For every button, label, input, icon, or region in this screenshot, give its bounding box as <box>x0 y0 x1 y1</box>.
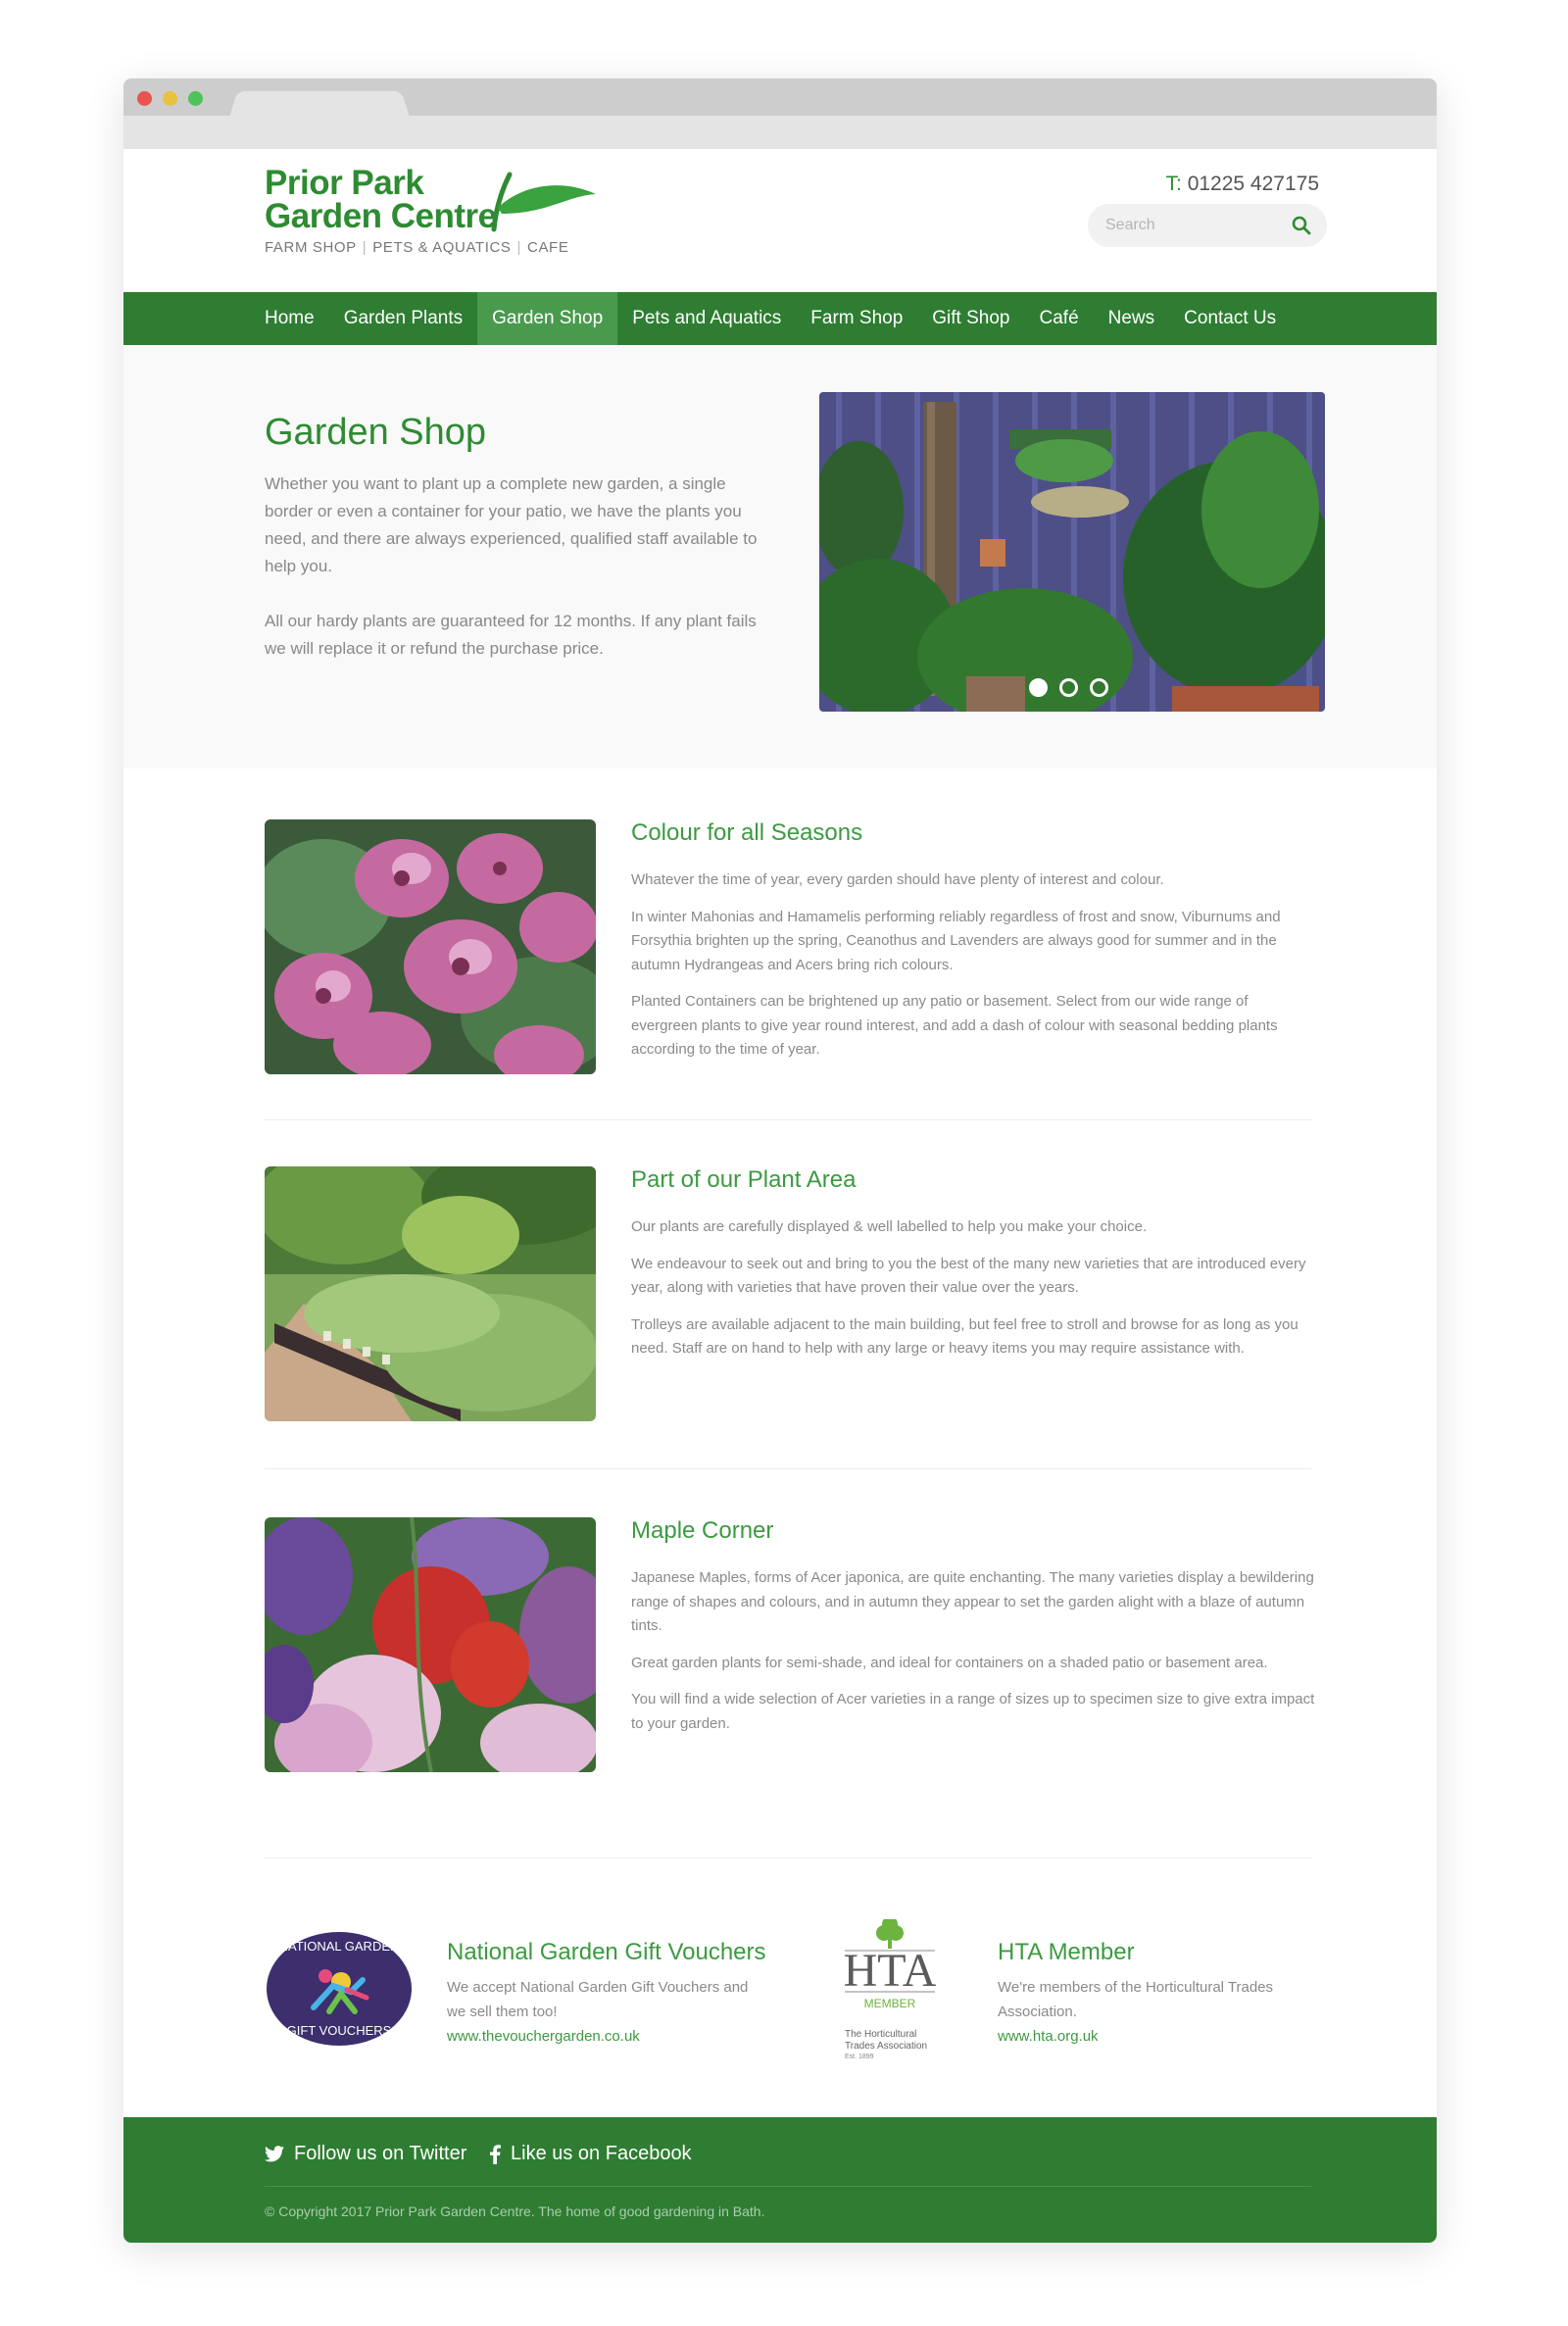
facebook-icon <box>490 2145 501 2164</box>
search-icon[interactable] <box>1292 216 1311 235</box>
close-window-dot[interactable] <box>137 91 152 106</box>
browser-chrome <box>123 78 1437 149</box>
feature-text: Japanese Maples, forms of Acer japonica, are quite enchanting. The many varieties display a bewildering range of shapes and colours, and in autumn they appear to set the garden alight with a blaze of autumn tints. Great garden plants for semi-shade, and ideal for containers on a shaded patio or basement area. You will find a wide selection of Acer varieties in a range of sizes up to specimen size to give extra impact to your garden. <box>631 1569 1315 1732</box>
logo-line-2: Garden Centre <box>265 197 497 235</box>
svg-text:GIFT VOUCHERS: GIFT VOUCHERS <box>286 2023 392 2038</box>
nav-home[interactable]: Home <box>265 308 315 328</box>
footer-divider <box>265 2186 1311 2187</box>
gift-vouchers-text: We accept National Garden Gift Vouchers and we sell them too! <box>447 1979 749 2020</box>
minimize-window-dot[interactable] <box>163 91 177 106</box>
browser-tab[interactable] <box>228 91 411 121</box>
main-nav <box>123 292 1437 345</box>
slider-dot-3[interactable] <box>1090 678 1108 697</box>
garden-wall-photo <box>819 392 1325 712</box>
search-box[interactable] <box>1088 204 1327 247</box>
nav-gift-shop[interactable]: Gift Shop <box>932 308 1010 328</box>
site-header <box>123 149 1437 292</box>
svg-text:The Horticultural: The Horticultural <box>845 2029 917 2040</box>
phone-number[interactable]: T: 01225 427175 <box>1165 173 1319 195</box>
twitter-label: Follow us on Twitter <box>294 2143 467 2164</box>
twitter-icon <box>265 2146 284 2162</box>
nav-farm-shop[interactable]: Farm Shop <box>810 308 904 328</box>
page-title: Garden Shop <box>265 412 487 453</box>
sweet-pea-photo <box>265 1517 596 1772</box>
hero-guarantee-text: All our hardy plants are guaranteed for 12 months. If any plant fails we will replace it or refund the purchase price. <box>265 612 757 658</box>
hta-text: We're members of the Horticultural Trades Association. <box>998 1979 1274 2020</box>
facebook-label: Like us on Facebook <box>511 2143 692 2164</box>
plant-area-photo <box>265 1166 596 1421</box>
feature-text: Whatever the time of year, every garden should have plenty of interest and colour. In winter Mahonias and Hamamelis performing reliably regardless of frost and snow, Viburnums and Forsythia brighten up the spring, Ceanothus and Lavenders are always good for summer and in the autumn Hydrangeas and Acers bring rich colours. Planted Containers can be brightened up any patio or basement. Select from our wide range of evergreen plants to give year round interest, and add a dash of colour with seasonal bedding plants according to the time of year. <box>631 871 1281 1058</box>
feature-plant-area <box>265 1166 1311 1421</box>
hta-member-logo[interactable] <box>835 1919 945 2066</box>
hta-link[interactable]: www.hta.org.uk <box>998 2028 1099 2045</box>
hero-intro-text: Whether you want to plant up a complete new garden, a single border or even a container for your patio, we have the plants you need, and there are always experienced, qualified staff available to help you. <box>265 474 758 575</box>
logo-subline: FARM SHOP | PETS & AQUATICS | CAFE <box>265 239 569 256</box>
nav-pets-and-aquatics[interactable]: Pets and Aquatics <box>632 308 782 328</box>
copyright-text: © Copyright 2017 Prior Park Garden Centre. The home of good gardening in Bath. <box>265 2203 765 2219</box>
svg-text:HTA: HTA <box>843 1945 937 1997</box>
svg-text:Trades Association: Trades Association <box>845 2041 928 2052</box>
twitter-link[interactable] <box>265 2143 466 2165</box>
maximize-window-dot[interactable] <box>188 91 203 106</box>
gift-vouchers-badge <box>447 1939 770 2045</box>
nav-cafe[interactable]: Café <box>1039 308 1079 328</box>
feature-title: Part of our Plant Area <box>631 1166 857 1193</box>
search-input[interactable] <box>1105 204 1282 247</box>
slider-dot-1[interactable] <box>1029 678 1048 697</box>
hellebore-photo <box>265 819 596 1074</box>
svg-text:Est. 1899: Est. 1899 <box>845 2054 874 2060</box>
gift-vouchers-link[interactable]: www.thevouchergarden.co.uk <box>447 2028 640 2045</box>
nav-contact-us[interactable]: Contact Us <box>1184 308 1277 328</box>
section-divider <box>265 1119 1311 1120</box>
svg-text:MEMBER: MEMBER <box>863 1997 916 2010</box>
feature-title: Colour for all Seasons <box>631 819 863 846</box>
feature-maple-corner <box>265 1517 1315 1772</box>
section-divider <box>265 1857 1311 1858</box>
browser-window <box>123 78 1437 2243</box>
feature-colour-seasons <box>265 819 1311 1074</box>
feature-title: Maple Corner <box>631 1517 774 1544</box>
slider-dot-2[interactable] <box>1059 678 1078 697</box>
feature-text: Our plants are carefully displayed & well labelled to help you make your choice. We endeavour to seek out and bring to you the best of the many new varieties that are introduced every year, along with varieties that have proven their value over the years. Trolleys are available adjacent to the main building, but feel free to stroll and browse for as long as you need. Staff are on hand to help with any large or heavy items you may require assistance with. <box>631 1218 1306 1357</box>
gift-vouchers-title: National Garden Gift Vouchers <box>447 1939 766 1965</box>
hero-slider-image[interactable] <box>819 392 1325 712</box>
hero-section <box>123 345 1437 768</box>
nav-garden-plants[interactable]: Garden Plants <box>343 308 464 328</box>
nav-news[interactable]: News <box>1107 308 1155 328</box>
nav-garden-shop[interactable]: Garden Shop <box>477 292 617 345</box>
section-divider <box>265 1468 1311 1469</box>
hta-badge <box>998 1939 1321 2045</box>
svg-text:NATIONAL GARDEN: NATIONAL GARDEN <box>278 1939 400 1954</box>
hta-title: HTA Member <box>998 1939 1135 1965</box>
logo-line-1: Prior Park <box>265 164 424 202</box>
leaf-logo-icon <box>488 169 598 237</box>
national-garden-gift-vouchers-logo[interactable] <box>265 1929 414 2049</box>
site-footer <box>123 2117 1437 2243</box>
facebook-link[interactable] <box>490 2143 692 2165</box>
